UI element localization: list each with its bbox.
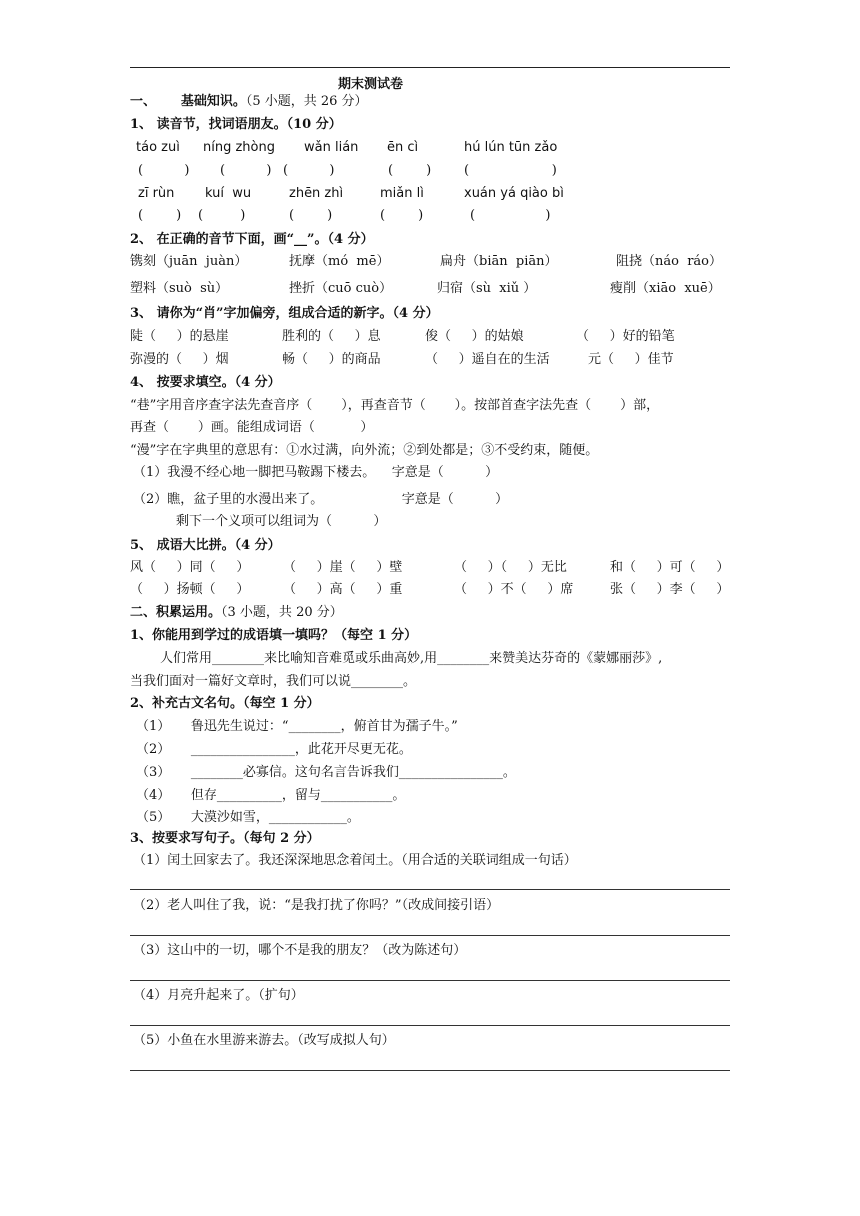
q3-item[interactable]: （ ）遥自在的生活 xyxy=(425,352,550,367)
part1-score: （5 小题，共 26 分） xyxy=(245,94,368,109)
part1-num: 一、 xyxy=(130,94,157,109)
q3-item[interactable]: 弥漫的（ ）烟 xyxy=(130,352,229,367)
q2-item[interactable]: 镌刻（juān juàn） xyxy=(130,254,248,269)
part2-score: （3 小题，共 20 分） xyxy=(221,605,343,620)
q5-idiom[interactable]: 和（ ）可（ ） xyxy=(610,560,730,575)
answer-line[interactable] xyxy=(130,1070,730,1071)
r3-item: （1）闰土回家去了。我还深深地思念着闰土。（用合适的关联词组成一句话） xyxy=(133,853,577,868)
q1-answer-blank[interactable]: ( ) xyxy=(220,163,272,178)
q5-idiom[interactable]: （ ）不（ ）席 xyxy=(454,582,574,597)
r2-item[interactable]: （3） ________必寡信。这句名言告诉我们________________。 xyxy=(136,765,516,780)
r1-label: 1、你能用到学过的成语填一填吗？（每空 1 分） xyxy=(130,628,418,643)
r2-item[interactable]: （4） 但存__________，留与___________。 xyxy=(136,788,406,803)
q5-idiom[interactable]: 张（ ）李（ ） xyxy=(610,582,730,597)
q1-pinyin: wǎn lián xyxy=(304,140,359,155)
answer-line[interactable] xyxy=(130,980,730,981)
q1-answer-blank[interactable]: ( ) xyxy=(289,208,333,223)
q5-idiom[interactable]: （ ）扬顿（ ） xyxy=(130,582,250,597)
q4-line[interactable]: 再查（ ）画。能组成词语（ ） xyxy=(130,420,374,435)
q1-pinyin: níng zhòng xyxy=(203,140,275,155)
q1-answer-blank[interactable]: ( ) xyxy=(138,163,190,178)
q3-item[interactable]: 陡（ ）的悬崖 xyxy=(130,329,229,344)
answer-line[interactable] xyxy=(130,889,730,890)
q1-answer-blank[interactable]: ( ) xyxy=(198,208,246,223)
q3-item[interactable]: 胜利的（ ）息 xyxy=(282,329,381,344)
q5-idiom[interactable]: （ ）高（ ）重 xyxy=(283,582,403,597)
part1-heading xyxy=(130,93,368,111)
q1-pinyin: zhēn zhì xyxy=(289,186,344,201)
answer-line[interactable] xyxy=(130,1025,730,1026)
q1-answer-blank[interactable]: ( ) xyxy=(138,208,182,223)
q5-idiom[interactable]: 风（ ）同（ ） xyxy=(130,560,250,575)
r3-item: （4）月亮升起来了。（扩句） xyxy=(133,988,304,1003)
q1-answer-blank[interactable]: ( ) xyxy=(464,163,557,178)
r3-item: （2）老人叫住了我，说：“是我打扰了你吗？”（改成间接引语） xyxy=(133,898,500,913)
q1-label: 1、 读音节，找词语朋友。（10 分） xyxy=(130,117,342,132)
part2-heading xyxy=(130,604,343,622)
q1-pinyin: zī rùn xyxy=(138,186,175,201)
q2-item[interactable]: 阻挠（náo ráo） xyxy=(616,254,723,269)
q1-pinyin: ēn cì xyxy=(387,140,419,155)
q5-idiom[interactable]: （ ）崖（ ）壁 xyxy=(283,560,403,575)
r2-label: 2、补充古文名句。（每空 1 分） xyxy=(130,696,320,711)
r2-item[interactable]: （2） ________________，此花开尽更无花。 xyxy=(136,742,412,757)
q3-label: 3、 请你为“肖”字加偏旁，组成合适的新字。（4 分） xyxy=(130,306,439,321)
r3-label: 3、按要求写句子。（每句 2 分） xyxy=(130,831,320,846)
q3-item[interactable]: （ ）好的铅笔 xyxy=(576,329,675,344)
part2-title: 积累运用。 xyxy=(156,605,222,620)
q5-label: 5、 成语大比拼。（4 分） xyxy=(130,538,281,553)
q2-item[interactable]: 挫折（cuō cuò） xyxy=(289,281,393,296)
q3-item[interactable]: 元（ ）佳节 xyxy=(588,352,674,367)
q4-item[interactable]: （1）我漫不经心地一脚把马鞍踢下楼去。 字意是（ ） xyxy=(133,465,499,480)
top-rule xyxy=(130,67,730,68)
q3-item[interactable]: 俊（ ）的姑娘 xyxy=(425,329,524,344)
q1-pinyin: hú lún tūn zǎo xyxy=(464,140,558,155)
q4-item[interactable]: 剩下一个义项可以组词为（ ） xyxy=(176,514,387,529)
q2-label: 2、 在正确的音节下面，画“__”。（4 分） xyxy=(130,232,374,247)
q2-item[interactable]: 瘦削（xiāo xuē） xyxy=(610,281,721,296)
q2-item[interactable]: 抚摩（mó mē） xyxy=(289,254,390,269)
q3-item[interactable]: 畅（ ）的商品 xyxy=(282,352,381,367)
q1-pinyin: kuí wu xyxy=(205,186,252,201)
q1-pinyin: táo zuì xyxy=(136,140,180,155)
part2-num: 二、 xyxy=(130,605,157,620)
q2-item[interactable]: 扁舟（biān piān） xyxy=(440,254,558,269)
q1-answer-blank[interactable]: ( ) xyxy=(388,163,432,178)
q5-idiom[interactable]: （ ）（ ）无比 xyxy=(454,560,567,575)
q4-line: “漫”字在字典里的意思有：①水过满，向外流；②到处都是；③不受约束，随便。 xyxy=(130,443,599,458)
q4-label: 4、 按要求填空。（4 分） xyxy=(130,375,281,390)
q2-item[interactable]: 归宿（sù xiǔ ） xyxy=(437,281,537,296)
q1-answer-blank[interactable]: ( ) xyxy=(380,208,424,223)
q1-answer-blank[interactable]: ( ) xyxy=(470,208,551,223)
r1-line[interactable]: 人们常用________来比喻知音难觅或乐曲高妙,用________来赞美达芬奇的《蒙娜丽莎》, xyxy=(160,651,663,666)
answer-line[interactable] xyxy=(130,935,730,936)
q4-line[interactable]: “巷”字用音序查字法先查音序（ ），再查音节（ ）。按部首查字法先查（ ）部， xyxy=(130,398,660,413)
q1-pinyin: xuán yá qiào bì xyxy=(464,186,564,201)
r2-item[interactable]: （1） 鲁迅先生说过：“________，俯首甘为孺子牛。” xyxy=(136,719,458,734)
q2-item[interactable]: 塑料（suò sù） xyxy=(130,281,229,296)
q1-pinyin: miǎn lì xyxy=(380,186,424,201)
r3-item: （3）这山中的一切，哪个不是我的朋友？（改为陈述句） xyxy=(133,943,467,958)
part1-title: 基础知识。 xyxy=(180,94,246,109)
r3-item: （5）小鱼在水里游来游去。（改写成拟人句） xyxy=(133,1033,395,1048)
r1-line[interactable]: 当我们面对一篇好文章时，我们可以说________。 xyxy=(130,674,417,689)
r2-item[interactable]: （5） 大漠沙如雪，____________。 xyxy=(136,810,360,825)
page-title: 期末测试卷 xyxy=(338,77,404,92)
q4-item[interactable]: （2）瞧，盆子里的水漫出来了。 字意是（ ） xyxy=(133,492,509,507)
q1-answer-blank[interactable]: ( ) xyxy=(283,163,335,178)
